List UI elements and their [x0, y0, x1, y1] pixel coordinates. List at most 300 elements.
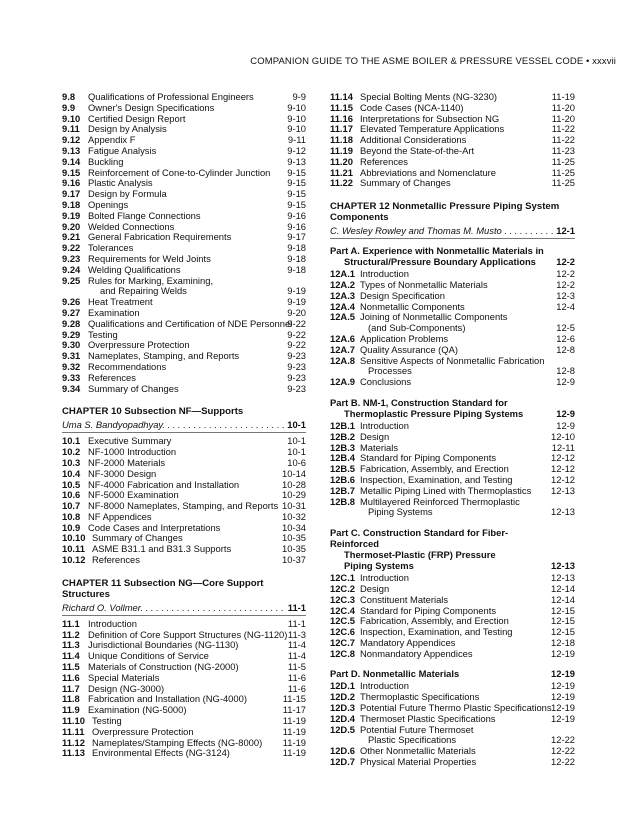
toc-entry-title: Jurisdictional Boundaries (NG-1130) — [88, 639, 239, 651]
toc-entry-page: 10-6 — [287, 456, 306, 468]
toc-entry-title: NF-5000 Examination — [88, 489, 179, 501]
toc-entry — [330, 291, 575, 302]
toc-entry-number: 12B.3 — [330, 441, 356, 453]
toc-entry — [330, 345, 575, 356]
part-b-line2: Thermoplastic Pressure Piping Systems — [344, 407, 524, 419]
toc-entry-number: 12D.6 — [330, 745, 356, 757]
toc-entry-number: 10.6 — [62, 489, 81, 501]
toc-entry-number: 9.30 — [62, 339, 81, 351]
toc-entry-page: 9-23 — [287, 350, 306, 362]
toc-entry — [62, 319, 306, 330]
toc-entry-number: 12C.4 — [330, 604, 356, 616]
toc-entry-page: 9-23 — [287, 371, 306, 383]
toc-entry-page: 11-20 — [551, 101, 575, 113]
toc-entry-page: 9-17 — [287, 231, 306, 243]
toc-entry-number: 10.12 — [62, 554, 86, 566]
toc-entry-title: Nonmandatory Appendices — [360, 647, 473, 659]
toc-entry-title: Design by Analysis — [88, 123, 167, 135]
toc-entry — [330, 486, 575, 497]
toc-entry-number: 9.19 — [62, 209, 81, 221]
toc-entry-title: Inspection, Examination, and Testing — [360, 626, 513, 638]
toc-entry-page: 12-6 — [556, 332, 575, 344]
toc-entry-number: 9.24 — [62, 263, 81, 275]
toc-entry-page: 10-35 — [282, 532, 306, 544]
toc-entry-title: Quality Assurance (QA) — [360, 343, 458, 355]
toc-entry-number: 12D.4 — [330, 712, 356, 724]
toc-entry-number: 10.1 — [62, 435, 81, 447]
toc-entry-title: NF-2000 Materials — [88, 456, 166, 468]
toc-entry — [330, 157, 575, 168]
toc-entry-title: Thermoset Plastic Specifications — [360, 712, 496, 724]
toc-entry-page: 9-10 — [287, 123, 306, 135]
toc-entry-title: NF Appendices — [88, 510, 152, 522]
chapter-11-continued-entries — [330, 92, 575, 189]
toc-entry-page: 9-15 — [287, 166, 306, 178]
toc-entry — [330, 432, 575, 443]
toc-entry-page: 9-10 — [287, 112, 306, 124]
toc-entry-title: Testing — [88, 328, 118, 340]
toc-entry-title: Mandatory Appendices — [360, 636, 456, 648]
part-a-page: 12-2 — [556, 256, 575, 268]
toc-entry-number: 10.7 — [62, 500, 81, 512]
toc-entry-title: Inspection, Examination, and Testing — [360, 473, 513, 485]
toc-entry-number: 12B.1 — [330, 419, 356, 431]
toc-entry-title: Testing — [92, 715, 122, 727]
toc-entry-number: 11.13 — [62, 747, 85, 759]
toc-entry — [62, 211, 306, 222]
toc-entry-number: 12B.8 — [330, 495, 356, 507]
toc-entry-number: 9.34 — [62, 382, 81, 394]
toc-entry-title: Design by Formula — [88, 188, 167, 200]
toc-entry-page: 9-12 — [287, 144, 306, 156]
part-d-entries — [330, 681, 575, 767]
toc-entry-title: Bolted Flange Connections — [88, 209, 201, 221]
toc-entry-title: Introduction — [360, 680, 409, 692]
toc-entry-page: 11-19 — [282, 747, 306, 759]
toc-entry-number: 9.14 — [62, 155, 81, 167]
toc-entry-title: Welding Qualifications — [88, 263, 181, 275]
toc-entry-number: 12A.7 — [330, 343, 356, 355]
toc-entry-title: Piping Systems — [368, 506, 433, 518]
toc-entry-title: Requirements for Weld Joints — [88, 252, 211, 264]
toc-entry-page: 9-19 — [287, 296, 306, 308]
part-c-heading — [330, 527, 575, 571]
toc-entry-page: 9-18 — [287, 242, 306, 254]
toc-entry-page: 12-19 — [551, 712, 575, 724]
toc-entry-page: 11-19 — [282, 725, 306, 737]
toc-entry-page: 12-15 — [551, 626, 575, 638]
toc-entry-page: 12-19 — [551, 691, 575, 703]
toc-entry-number: 12C.8 — [330, 647, 356, 659]
part-c-line3: Piping Systems — [344, 560, 414, 572]
toc-entry-number: 9.21 — [62, 231, 81, 243]
toc-entry-page: 10-31 — [282, 500, 306, 512]
toc-entry-number: 12B.2 — [330, 430, 356, 442]
part-c-page: 12-13 — [551, 560, 575, 572]
toc-entry-page: 9-15 — [287, 198, 306, 210]
chapter-11-heading — [62, 578, 306, 600]
chapter-10-entries — [62, 436, 306, 566]
chapter-11-entries — [62, 619, 306, 759]
toc-entry-number: 11.21 — [330, 166, 353, 178]
toc-entry-title: Metallic Piping Lined with Thermoplastics — [360, 484, 532, 496]
toc-entry-title: Examination — [88, 306, 140, 318]
toc-entry-number: 12A.1 — [330, 268, 356, 280]
left-column — [62, 92, 306, 759]
toc-entry-number: 10.11 — [62, 543, 85, 555]
toc-entry-number: 9.9 — [62, 101, 76, 113]
toc-entry-title: Qualifications and Certification of NDE Personnel — [88, 317, 293, 329]
toc-entry-number: 9.32 — [62, 360, 81, 372]
toc-entry-number: 12A.6 — [330, 332, 356, 344]
toc-entry-title: Materials of Construction (NG-2000) — [88, 661, 239, 673]
toc-entry-page: 9-9 — [292, 91, 306, 102]
toc-entry-page: 12-22 — [551, 734, 575, 746]
toc-entry — [62, 157, 306, 168]
toc-entry-title: Summary of Changes — [92, 532, 183, 544]
toc-entry-title: Physical Material Properties — [360, 756, 477, 768]
toc-entry-title: Reinforcement of Cone-to-Cylinder Junction — [88, 166, 271, 178]
toc-entry-title: (and Sub-Components) — [368, 322, 466, 334]
right-column — [330, 92, 575, 768]
toc-entry-title: Special Materials — [88, 671, 160, 683]
toc-entry-number: 12C.2 — [330, 582, 356, 594]
toc-entry-number: 11.17 — [330, 123, 353, 135]
toc-entry-title: Standard for Piping Components — [360, 604, 497, 616]
toc-entry — [330, 356, 575, 367]
toc-entry-page: 11-17 — [282, 704, 306, 716]
toc-entry-title: Welded Connections — [88, 220, 175, 232]
toc-entry-number: 12A.9 — [330, 376, 356, 388]
part-c-entries — [330, 573, 575, 659]
toc-entry-number: 9.20 — [62, 220, 81, 232]
author-page: 12-1 — [556, 225, 575, 237]
toc-entry-title: Fatigue Analysis — [88, 144, 157, 156]
toc-entry-page: 9-20 — [287, 306, 306, 318]
toc-entry-number: 9.16 — [62, 177, 81, 189]
toc-entry-number: 12D.2 — [330, 691, 356, 703]
author-page: 10-1 — [287, 419, 306, 431]
toc-entry-title: Potential Future Thermoset — [360, 723, 474, 735]
part-a-entries — [330, 269, 575, 388]
toc-entry-page: 12-22 — [551, 745, 575, 757]
toc-entry-page: 11-1 — [287, 617, 306, 629]
toc-entry-page: 9-18 — [287, 252, 306, 264]
toc-entry-title: Special Bolting Ments (NG-3230) — [360, 91, 498, 102]
part-b-line1: Part B. NM-1, Construction Standard for — [330, 396, 508, 408]
toc-entry-page: 9-18 — [287, 263, 306, 275]
toc-entry — [330, 103, 575, 114]
toc-entry-page: 9-22 — [287, 328, 306, 340]
author-name: Richard O. Vollmer. . . . . . . . . . . . . . . . . . . . . . . . . . . . — [62, 601, 284, 613]
toc-entry-page: 9-16 — [287, 220, 306, 232]
toc-entry-page: 9-13 — [287, 155, 306, 167]
toc-entry-title: Potential Future Thermo Plastic Specifications — [360, 702, 552, 714]
toc-entry — [62, 103, 306, 114]
chapter-12-author — [330, 225, 575, 239]
toc-entry-number: 11.15 — [330, 101, 353, 113]
toc-entry-title: Elevated Temperature Applications — [360, 123, 505, 135]
toc-entry-page: 12-2 — [556, 268, 575, 280]
toc-entry-title: General Fabrication Requirements — [88, 231, 232, 243]
chapter-9-entries — [62, 92, 306, 394]
toc-entry-number: 9.13 — [62, 144, 81, 156]
toc-entry-page: 11-15 — [282, 693, 306, 705]
toc-entry-title: Plastic Analysis — [88, 177, 153, 189]
toc-entry-number: 11.6 — [62, 671, 80, 683]
part-c-line2: Thermoset-Plastic (FRP) Pressure — [344, 549, 496, 561]
toc-entry — [62, 265, 306, 276]
toc-entry-title: Overpressure Protection — [88, 339, 190, 351]
toc-entry-number: 10.8 — [62, 510, 81, 522]
chapter-12-heading — [330, 201, 575, 223]
toc-entry-title: Tolerances — [88, 242, 134, 254]
toc-entry-page: 10-34 — [282, 521, 306, 533]
toc-entry — [62, 555, 306, 566]
toc-entry-number: 11.16 — [330, 112, 353, 124]
toc-entry-page: 12-13 — [551, 484, 575, 496]
toc-entry — [330, 377, 575, 388]
toc-entry-page: 12-19 — [551, 680, 575, 692]
toc-entry-page: 12-19 — [551, 702, 575, 714]
toc-entry-title: Design Specification — [360, 289, 445, 301]
chapter-11-author — [62, 602, 306, 616]
toc-entry-number: 12B.4 — [330, 452, 356, 464]
toc-entry-number: 10.10 — [62, 532, 86, 544]
toc-entry-title: Introduction — [88, 617, 137, 629]
toc-entry-page: 12-8 — [556, 343, 575, 355]
toc-entry-title: Nameplates, Stamping, and Reports — [88, 350, 240, 362]
toc-entry-title: Additional Considerations — [360, 134, 467, 146]
chapter-10-author — [62, 419, 306, 433]
chapter-11-heading-line2: Structures — [62, 588, 110, 600]
toc-entry-title: Design — [360, 430, 390, 442]
toc-entry-title: Joining of Nonmetallic Components — [360, 311, 508, 323]
toc-entry-page: 12-10 — [551, 430, 575, 442]
toc-entry-page: 11-6 — [287, 671, 306, 683]
toc-entry-page: 9-16 — [287, 209, 306, 221]
toc-entry-title: Summary of Changes — [88, 382, 179, 394]
toc-entry-number: 11.4 — [62, 650, 80, 662]
toc-entry-page: 9-22 — [287, 317, 306, 329]
toc-entry-title: Definition of Core Support Structures (NG-1120) — [88, 628, 288, 640]
toc-entry-number: 11.14 — [330, 91, 353, 102]
toc-entry-page: 10-14 — [282, 467, 306, 479]
toc-entry-number: 12C.5 — [330, 615, 356, 627]
toc-entry — [330, 595, 575, 606]
toc-entry-page: 11-19 — [551, 91, 575, 102]
toc-entry-title: Interpretations for Subsection NG — [360, 112, 500, 124]
toc-entry-title: Buckling — [88, 155, 124, 167]
toc-entry-title: References — [360, 155, 408, 167]
toc-entry-page: 12-15 — [551, 604, 575, 616]
toc-entry-number: 12C.7 — [330, 636, 356, 648]
toc-entry-title: Other Nonmetallic Materials — [360, 745, 476, 757]
toc-entry-title: Conclusions — [360, 376, 412, 388]
toc-entry-title: Plastic Specifications — [368, 734, 457, 746]
toc-entry-number: 9.29 — [62, 328, 81, 340]
toc-entry-page: 11-19 — [282, 715, 306, 727]
toc-entry-page: 9-22 — [287, 339, 306, 351]
toc-entry-page: 11-3 — [287, 628, 306, 640]
toc-entry-page: 12-18 — [551, 636, 575, 648]
toc-entry-number: 9.28 — [62, 317, 81, 329]
toc-entry — [62, 384, 306, 395]
toc-entry-title: Examination (NG-5000) — [88, 704, 187, 716]
toc-entry-title: Qualifications of Professional Engineers — [88, 91, 254, 102]
toc-entry-number: 9.31 — [62, 350, 81, 362]
toc-entry-title: Processes — [368, 365, 412, 377]
toc-entry-title: ASME B31.1 and B31.3 Supports — [92, 543, 232, 555]
part-b-entries — [330, 421, 575, 518]
toc-entry-page: 12-11 — [551, 441, 575, 453]
toc-entry-number: 10.2 — [62, 446, 81, 458]
toc-entry-page: 9-19 — [287, 285, 306, 297]
toc-entry-page: 12-14 — [551, 593, 575, 605]
toc-entry-number: 11.1 — [62, 617, 80, 629]
toc-entry-title: Nonmetallic Components — [360, 300, 465, 312]
toc-entry-number: 11.11 — [62, 725, 85, 737]
part-b-page: 12-9 — [556, 407, 575, 419]
toc-entry-number: 11.5 — [62, 661, 80, 673]
toc-entry-title: Rules for Marking, Examining, — [88, 274, 214, 286]
toc-entry — [62, 469, 306, 480]
toc-entry-page: 12-13 — [551, 572, 575, 584]
toc-entry-number: 11.20 — [330, 155, 353, 167]
toc-entry — [330, 757, 575, 768]
toc-entry-title: Summary of Changes — [360, 177, 451, 189]
toc-entry-number: 11.7 — [62, 682, 80, 694]
part-a-heading — [330, 245, 575, 267]
toc-entry-page: 9-15 — [287, 188, 306, 200]
toc-entry-number: 12B.7 — [330, 484, 356, 496]
toc-entry-number: 11.12 — [62, 736, 85, 748]
toc-entry — [330, 178, 575, 189]
toc-entry-number: 11.19 — [330, 144, 353, 156]
toc-entry-title: Application Problems — [360, 332, 449, 344]
toc-entry-number: 12A.4 — [330, 300, 356, 312]
toc-entry-title: Beyond the State-of-the-Art — [360, 144, 475, 156]
toc-entry-number: 12A.5 — [330, 311, 356, 323]
toc-entry-page: 11-25 — [551, 177, 575, 189]
toc-entry-page: 12-5 — [556, 322, 575, 334]
part-d-line1: Part D. Nonmetallic Materials — [330, 668, 460, 680]
toc-entry-page: 12-9 — [556, 419, 575, 431]
toc-entry-page: 12-2 — [556, 278, 575, 290]
toc-entry-number: 9.8 — [62, 91, 76, 102]
toc-entry-number: 9.11 — [62, 123, 80, 135]
part-a-line2: Structural/Pressure Boundary Applications — [344, 256, 536, 268]
toc-entry-page: 9-10 — [287, 101, 306, 113]
author-name: Uma S. Bandyopadhyay. . . . . . . . . . . . . . . . . . . . . . . . . — [62, 419, 291, 431]
toc-entry-page: 11-22 — [551, 134, 575, 146]
toc-entry-title: Fabrication, Assembly, and Erection — [360, 615, 509, 627]
toc-entry-number: 12D.3 — [330, 702, 356, 714]
toc-entry-title: Overpressure Protection — [92, 725, 194, 737]
toc-entry-title: References — [88, 371, 136, 383]
toc-entry-page: 12-13 — [551, 506, 575, 518]
toc-entry-page: 12-14 — [551, 582, 575, 594]
toc-entry-title: Recommendations — [88, 360, 167, 372]
toc-entry-number: 9.17 — [62, 188, 81, 200]
toc-entry-page: 9-23 — [287, 360, 306, 372]
author-name: C. Wesley Rowley and Thomas M. Musto . . . . . . . . . . . — [330, 225, 560, 237]
toc-entry-title: Heat Treatment — [88, 296, 153, 308]
toc-entry-number: 11.10 — [62, 715, 85, 727]
toc-entry-title: Openings — [88, 198, 129, 210]
toc-entry-number: 12C.3 — [330, 593, 356, 605]
toc-entry-number: 12A.2 — [330, 278, 356, 290]
toc-entry-page: 11-4 — [287, 639, 306, 651]
toc-entry-number: 12D.1 — [330, 680, 356, 692]
toc-entry-title: Fabrication and Installation (NG-4000) — [88, 693, 247, 705]
toc-entry-page: 12-3 — [556, 289, 575, 301]
toc-entry-page: 12-12 — [551, 452, 575, 464]
toc-entry-number: 9.10 — [62, 112, 81, 124]
toc-entry — [330, 507, 575, 518]
toc-entry-number: 9.27 — [62, 306, 81, 318]
toc-entry-number: 12B.5 — [330, 463, 356, 475]
toc-entry-number: 12B.6 — [330, 473, 356, 485]
toc-entry-title: Nameplates/Stamping Effects (NG-8000) — [92, 736, 263, 748]
toc-entry-page: 12-15 — [551, 615, 575, 627]
toc-entry-number: 11.3 — [62, 639, 80, 651]
toc-entry-number: 12D.5 — [330, 723, 356, 735]
part-b-heading — [330, 397, 575, 419]
toc-entry-title: Introduction — [360, 419, 409, 431]
toc-entry-number: 9.15 — [62, 166, 81, 178]
toc-entry-number: 9.12 — [62, 134, 81, 146]
toc-entry-page: 9-15 — [287, 177, 306, 189]
toc-entry-title: Abbreviations and Nomenclature — [360, 166, 497, 178]
toc-entry-number: 10.4 — [62, 467, 81, 479]
toc-entry-title: Thermoplastic Specifications — [360, 691, 480, 703]
toc-entry-page: 12-12 — [551, 463, 575, 475]
toc-entry-title: Appendix F — [88, 134, 136, 146]
part-c-line1: Part C. Construction Standard for Fiber-Reinforced — [330, 527, 509, 550]
toc-entry-number: 12D.7 — [330, 756, 356, 768]
toc-entry-title: Certified Design Report — [88, 112, 186, 124]
toc-entry-page: 10-28 — [282, 478, 306, 490]
toc-entry-number: 11.18 — [330, 134, 353, 146]
toc-entry-page: 11-19 — [282, 736, 306, 748]
toc-entry-title: NF-3000 Design — [88, 467, 157, 479]
toc-entry-title: Types of Nonmetallic Materials — [360, 278, 488, 290]
toc-entry — [62, 748, 306, 759]
toc-entry-number: 10.9 — [62, 521, 81, 533]
toc-entry-title: Executive Summary — [88, 435, 172, 447]
toc-entry-page: 10-37 — [282, 554, 306, 566]
toc-entry-number: 12C.6 — [330, 626, 356, 638]
toc-entry-number: 9.25 — [62, 274, 81, 286]
toc-entry-page: 11-25 — [551, 155, 575, 167]
author-page: 11-1 — [287, 601, 306, 613]
toc-entry-number: 12A.3 — [330, 289, 356, 301]
toc-entry-number: 9.33 — [62, 371, 81, 383]
toc-entry-page: 10-1 — [287, 435, 306, 447]
toc-entry-title: Fabrication, Assembly, and Erection — [360, 463, 509, 475]
toc-entry — [330, 497, 575, 508]
toc-entry-page: 12-19 — [551, 647, 575, 659]
toc-entry-number: 11.9 — [62, 704, 80, 716]
toc-entry-title: Owner's Design Specifications — [88, 101, 215, 113]
toc-entry-page: 11-4 — [287, 650, 306, 662]
toc-entry-page: 12-9 — [556, 376, 575, 388]
toc-entry-page: 10-1 — [287, 446, 306, 458]
part-a-line1: Part A. Experience with Nonmetallic Materials in — [330, 245, 544, 257]
toc-entry-number: 9.26 — [62, 296, 81, 308]
toc-entry-page: 12-12 — [551, 473, 575, 485]
